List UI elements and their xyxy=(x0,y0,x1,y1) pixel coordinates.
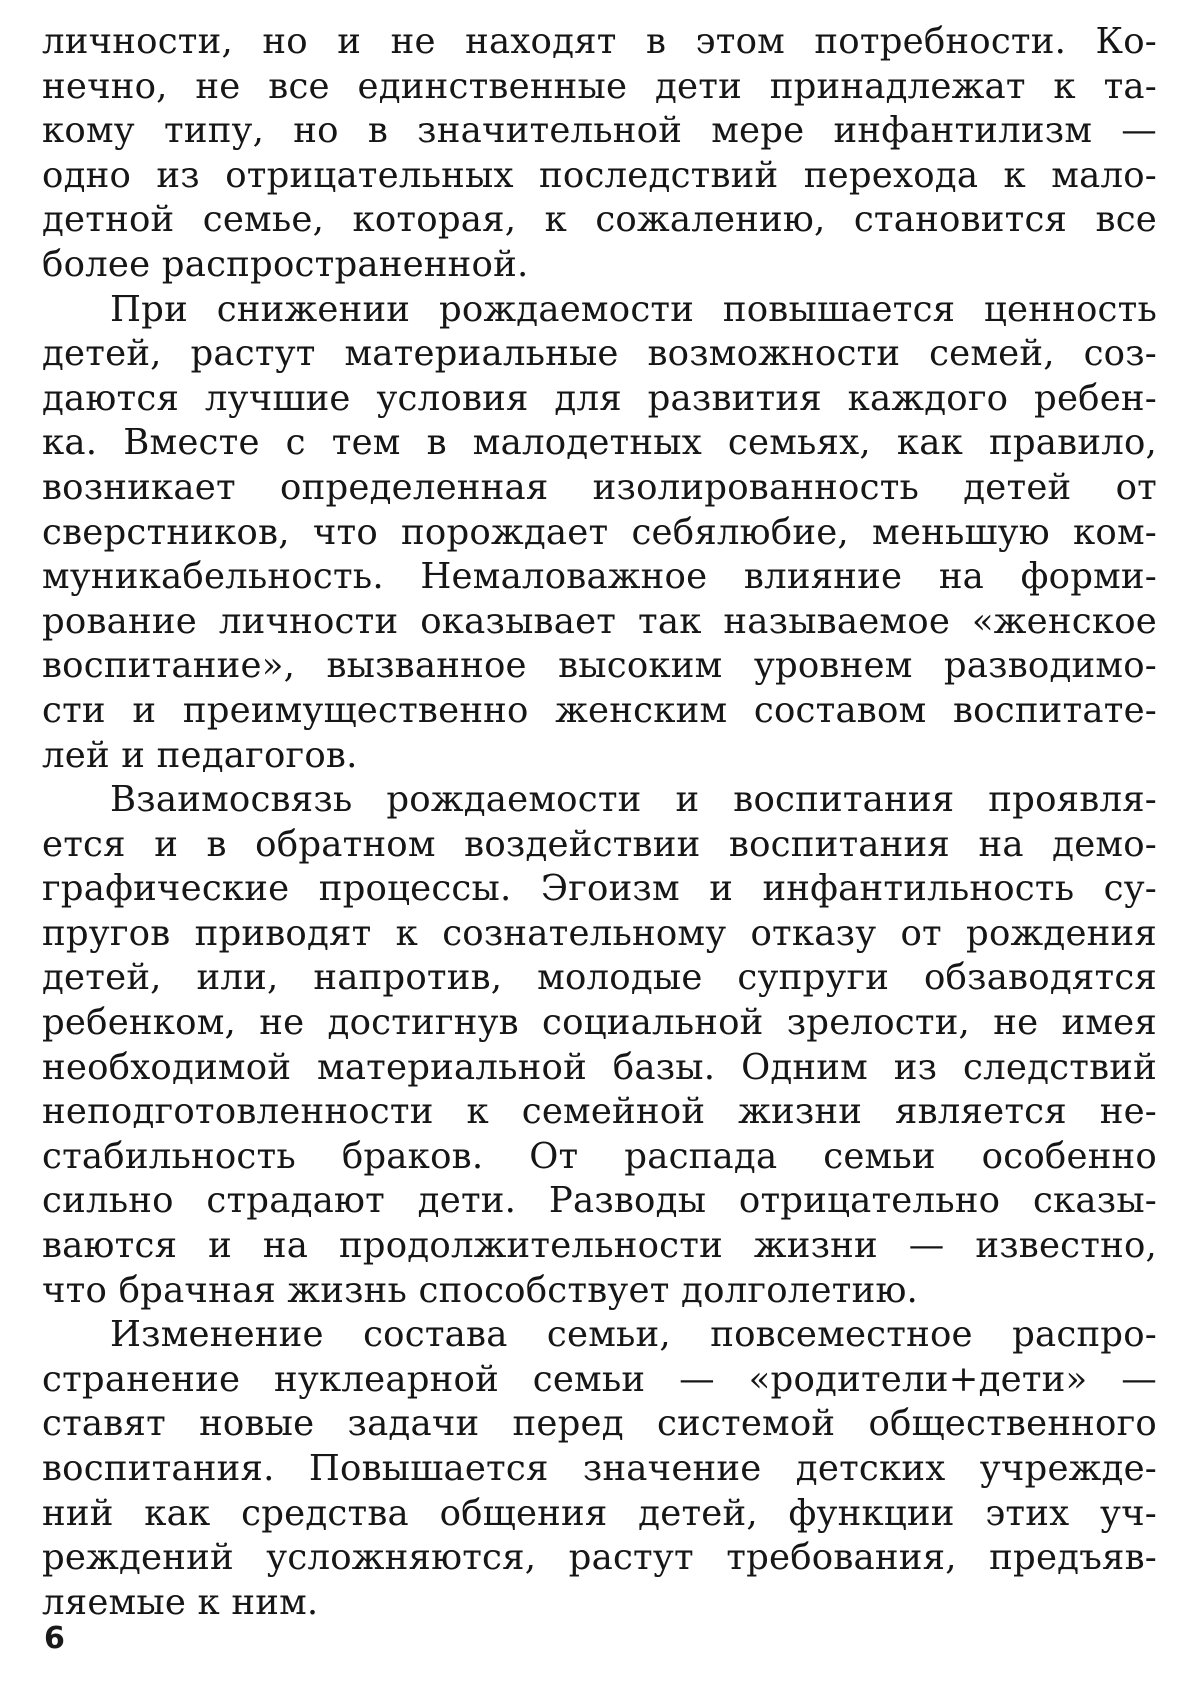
text-line: странение нуклеарной семьи — «родители+дети» — xyxy=(42,1358,1157,1400)
text-line: неподготовленности к семейной жизни является не- xyxy=(42,1091,1157,1133)
text-line: личности, но и не находят в этом потребности. Ко- xyxy=(42,21,1157,62)
text-line: ребенком, не достигнув социальной зрелости, не имея xyxy=(42,1002,1157,1044)
paragraph-3 xyxy=(42,778,1157,1313)
text-line: детей, или, напротив, молодые супруги обзаводятся xyxy=(42,957,1157,999)
text-line: ется и в обратном воздействии воспитания на демо- xyxy=(42,823,1157,865)
text-line: рование личности оказывает так называемое «женское xyxy=(42,600,1157,642)
text-line: кому типу, но в значительной мере инфантилизм — xyxy=(42,110,1157,152)
text-line: воспитание», вызванное высоким уровнем разводимо- xyxy=(42,645,1157,687)
text-line: сильно страдают дети. Разводы отрицательно сказы- xyxy=(42,1180,1157,1222)
book-page xyxy=(42,20,1157,1625)
text-line: реждений усложняются, растут требования, предъяв- xyxy=(42,1537,1157,1579)
text-line: даются лучшие условия для развития каждого ребен- xyxy=(42,377,1157,419)
text-line: ка. Вместе с тем в малодетных семьях, как правило, xyxy=(42,422,1157,464)
text-line: Взаимосвязь рождаемости и воспитания проявля- xyxy=(110,779,1157,821)
text-line: стабильность браков. От распада семьи особенно xyxy=(42,1135,1157,1177)
text-line: ний как средства общения детей, функции этих уч- xyxy=(42,1492,1157,1534)
text-line: При снижении рождаемости повышается ценность xyxy=(110,288,1157,330)
text-line: нечно, не все единственные дети принадлежат к та- xyxy=(42,65,1157,107)
text-line: ваются и на продолжительности жизни — известно, xyxy=(42,1225,1157,1267)
text-line: возникает определенная изолированность детей от xyxy=(42,466,1157,508)
text-line: детной семье, которая, к сожалению, становится все xyxy=(42,199,1157,241)
text-line: Изменение состава семьи, повсеместное распро- xyxy=(110,1314,1157,1356)
page-number: 6 xyxy=(44,1621,65,1656)
text-line: сти и преимущественно женским составом воспитате- xyxy=(42,689,1157,731)
text-line: детей, растут материальные возможности семей, соз- xyxy=(42,333,1157,375)
text-line: что брачная жизнь способствует долголетию. xyxy=(42,1269,919,1311)
text-line: ляемые к ним. xyxy=(42,1581,319,1623)
text-line: пругов приводят к сознательному отказу от рождения xyxy=(42,912,1157,954)
paragraph-4 xyxy=(42,1313,1157,1625)
text-line: муникабельность. Немаловажное влияние на форми- xyxy=(42,556,1157,598)
text-line: графические процессы. Эгоизм и инфантильность су- xyxy=(42,868,1157,910)
text-line: лей и педагогов. xyxy=(42,734,358,776)
text-line: более распространенной. xyxy=(42,243,529,285)
text-line: одно из отрицательных последствий перехода к мало- xyxy=(42,154,1157,196)
text-line: воспитания. Повышается значение детских учрежде- xyxy=(42,1448,1157,1489)
text-line: сверстников, что порождает себялюбие, меньшую ком- xyxy=(42,511,1157,553)
paragraph-1 xyxy=(42,20,1157,288)
text-line: ставят новые задачи перед системой общественного xyxy=(42,1403,1157,1445)
text-line: необходимой материальной базы. Одним из следствий xyxy=(42,1046,1157,1088)
paragraph-2 xyxy=(42,288,1157,779)
